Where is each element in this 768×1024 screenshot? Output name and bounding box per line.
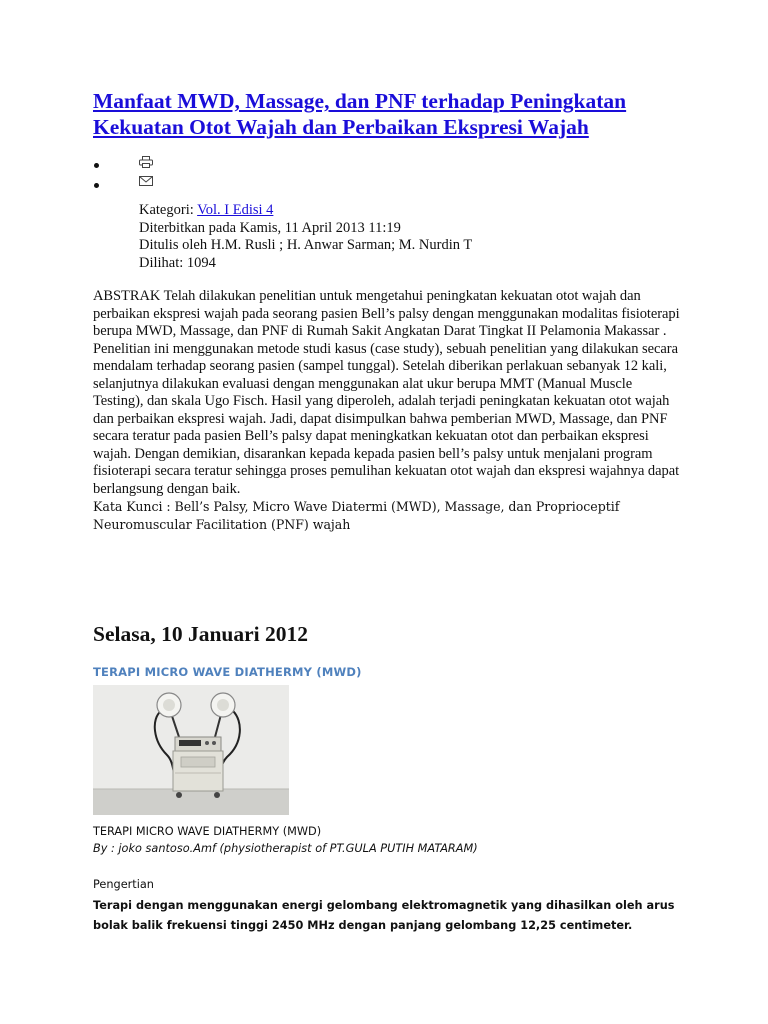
abstract [93, 288, 683, 533]
post-date-heading: Selasa, 10 Januari 2012 [93, 622, 309, 646]
mwd-device-illustration [93, 685, 289, 815]
post-title: TERAPI MICRO WAVE DIATHERMY (MWD) [93, 665, 362, 679]
article-meta [139, 202, 472, 272]
abstract-text: ABSTRAK Telah dilakukan penelitian untuk mengetahui peningkatan kekuatan otot wajah dan perbaikan ekspresi wajah pada seorang pasien Bell’s palsy dengan menggunakan modalitas fisioterapi berupa MWD, Massage, dan PNF di Rumah Sakit Angkatan Darat Tingkat II Pelamonia Makassar . Penelitian ini menggunakan metode studi kasus (case study), sebuah penelitian yang dilakukan secara mendalam terhadap seorang pasien (sampel tunggal). Setelah diberikan perlakuan sebanyak 12 kali, selanjutnya dilakukan evaluasi dengan menggunakan alat ukur berupa MMT (Manual Muscle Testing), dan skala Ugo Fisch. Hasil yang diperoleh, adalah terjadi peningkatan kekuatan otot wajah dan perbaikan ekspresi wajah. Jadi, dapat disimpulkan bahwa pemberian MWD, Massage, dan PNF secara teratur pada pasien Bell’s palsy dapat meningkatkan kekuatan otot dan perbaikan ekspresi wajah. Dengan demikian, disarankan kepada kepada pasien bell’s palsy untuk menjalani program fisioterapi secara teratur sehingga proses pemulihan kekuatan otot wajah dan ekspresi wajahnya dapat berlangsung dengan baik. [93, 288, 680, 497]
article-title [93, 88, 693, 140]
article-title-link[interactable]: Manfaat MWD, Massage, dan PNF terhadap Peningkatan Kekuatan Otot Wajah dan Perbaikan Ekspresi Wajah [93, 89, 627, 139]
photo-caption: TERAPI MICRO WAVE DIATHERMY (MWD) [93, 825, 322, 838]
byline: By : joko santoso.Amf (physiotherapist of PT.GULA PUTIH MATARAM) [93, 842, 478, 855]
section-heading-pengertian: Pengertian [93, 878, 154, 891]
authors: Ditulis oleh H.M. Rusli ; H. Anwar Sarman; M. Nurdin T [139, 237, 473, 253]
print-icon [139, 156, 153, 168]
keywords: Kata Kunci : Bell’s Palsy, Micro Wave Diatermi (MWD), Massage, dan Proprioceptif Neuromuscular Facilitation (PNF) wajah [93, 499, 620, 532]
kategori-link[interactable]: Vol. I Edisi 4 [197, 202, 274, 218]
definition-text: Terapi dengan menggunakan energi gelombang elektromagnetik yang dihasilkan oleh arus bolak balik frekuensi tinggi 2450 MHz dengan panjang gelombang 12,25 centimeter. [93, 899, 675, 932]
email-icon [139, 176, 153, 187]
mwd-device-photo [93, 685, 289, 815]
published-date: Diterbitkan pada Kamis, 11 April 2013 11:19 [139, 219, 401, 236]
kategori-label: Kategori: [139, 202, 198, 218]
kategori-line [139, 202, 472, 220]
view-count: Dilihat: 1094 [139, 254, 216, 271]
